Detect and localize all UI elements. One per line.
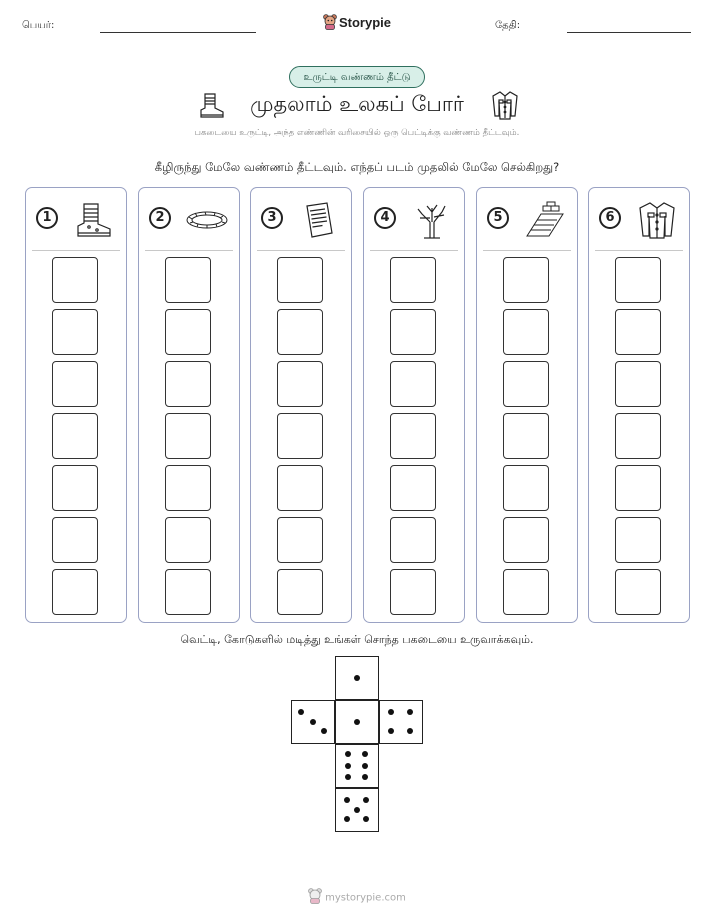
column-divider <box>370 250 458 251</box>
color-box[interactable] <box>390 465 436 511</box>
column-divider <box>145 250 233 251</box>
color-box[interactable] <box>503 569 549 615</box>
column-4 <box>363 187 465 623</box>
color-box[interactable] <box>277 257 323 303</box>
color-box[interactable] <box>390 517 436 563</box>
bare-tree-icon <box>408 200 456 240</box>
column-divider <box>257 250 345 251</box>
column-number: 4 <box>374 207 396 229</box>
page-title: முதலாம் உலகப் போர் <box>250 92 464 116</box>
dice-pip <box>354 719 360 725</box>
dice-face-1 <box>335 656 379 700</box>
dice-pip <box>321 728 327 734</box>
color-box[interactable] <box>52 465 98 511</box>
color-box[interactable] <box>52 413 98 459</box>
dice-face-6 <box>335 744 379 788</box>
color-box[interactable] <box>165 517 211 563</box>
color-box[interactable] <box>165 413 211 459</box>
cut-instruction: வெட்டி, கோடுகளில் மடித்து உங்கள் சொந்த பகடையை உருவாக்கவும். <box>180 633 534 646</box>
column-6 <box>588 187 690 623</box>
date-line[interactable] <box>567 32 691 33</box>
trench-icon <box>521 200 569 240</box>
color-box[interactable] <box>277 517 323 563</box>
boot-icon <box>70 200 118 240</box>
dice-pip <box>362 751 368 757</box>
dice-pip <box>354 675 360 681</box>
color-box[interactable] <box>503 361 549 407</box>
column-1 <box>25 187 127 623</box>
color-box[interactable] <box>165 361 211 407</box>
uniform-jacket-icon <box>489 89 521 121</box>
dice-pip <box>345 763 351 769</box>
coloring-instruction: கீழிருந்து மேலே வண்ணம் தீட்டவும். எந்தப் படம் முதலில் மேலே செல்கிறது? <box>154 160 560 174</box>
letter-icon <box>295 200 343 240</box>
dice-pip <box>363 816 369 822</box>
dice-pip <box>345 751 351 757</box>
uniform-jacket-icon <box>633 200 681 240</box>
dice-pip <box>344 797 350 803</box>
column-divider <box>483 250 571 251</box>
color-box[interactable] <box>277 413 323 459</box>
dice-pip <box>363 797 369 803</box>
color-box[interactable] <box>615 569 661 615</box>
color-box[interactable] <box>52 309 98 355</box>
color-box[interactable] <box>390 309 436 355</box>
dice-pip <box>407 728 413 734</box>
color-box[interactable] <box>165 257 211 303</box>
dice-face-5 <box>335 788 379 832</box>
dice-pip <box>345 774 351 780</box>
color-box[interactable] <box>390 257 436 303</box>
column-number: 3 <box>261 207 283 229</box>
dice-pip <box>298 709 304 715</box>
brand-name: Storypie <box>338 14 391 30</box>
column-divider <box>32 250 120 251</box>
column-number: 5 <box>487 207 509 229</box>
color-box[interactable] <box>503 517 549 563</box>
footer-bear-icon <box>308 888 322 907</box>
footer-url[interactable]: mystorypie.com <box>325 892 406 904</box>
color-box[interactable] <box>503 309 549 355</box>
column-5 <box>476 187 578 623</box>
color-box[interactable] <box>390 413 436 459</box>
color-box[interactable] <box>165 465 211 511</box>
brand-logo <box>0 14 714 33</box>
color-box[interactable] <box>390 569 436 615</box>
dice-pip <box>310 719 316 725</box>
color-box[interactable] <box>615 309 661 355</box>
dice-face-1 <box>335 700 379 744</box>
dice-pip <box>344 816 350 822</box>
dice-face-3 <box>291 700 335 744</box>
footer <box>0 888 714 907</box>
bear-logo-icon <box>323 14 337 33</box>
dice-face-4 <box>379 700 423 744</box>
column-divider <box>595 250 683 251</box>
color-box[interactable] <box>52 257 98 303</box>
dice-pip <box>362 763 368 769</box>
color-box[interactable] <box>390 361 436 407</box>
color-box[interactable] <box>503 257 549 303</box>
date-label: தேதி: <box>495 20 521 31</box>
color-box[interactable] <box>52 569 98 615</box>
color-box[interactable] <box>615 413 661 459</box>
column-number: 6 <box>599 207 621 229</box>
dice-pip <box>362 774 368 780</box>
color-box[interactable] <box>52 361 98 407</box>
page-subtitle: பகடையை உருட்டி, அந்த எண்ணின் வரிசையில் ஒரு பெட்டிக்கு வண்ணம் தீட்டவும். <box>194 128 520 138</box>
dice-pip <box>388 709 394 715</box>
activity-badge: உருட்டி வண்ணம் தீட்டு <box>289 66 425 88</box>
color-box[interactable] <box>277 309 323 355</box>
barbed-wire-icon <box>183 200 231 240</box>
color-box[interactable] <box>277 361 323 407</box>
color-box[interactable] <box>165 309 211 355</box>
color-box[interactable] <box>277 569 323 615</box>
column-2 <box>138 187 240 623</box>
color-box[interactable] <box>503 413 549 459</box>
color-box[interactable] <box>277 465 323 511</box>
dice-pip <box>354 807 360 813</box>
column-number: 1 <box>36 207 58 229</box>
color-box[interactable] <box>615 257 661 303</box>
color-box[interactable] <box>52 517 98 563</box>
dice-pip <box>388 728 394 734</box>
color-box[interactable] <box>503 465 549 511</box>
name-label: பெயர்: <box>22 20 55 31</box>
column-3 <box>250 187 352 623</box>
color-box[interactable] <box>165 569 211 615</box>
column-number: 2 <box>149 207 171 229</box>
color-box[interactable] <box>615 361 661 407</box>
color-box[interactable] <box>615 465 661 511</box>
color-box[interactable] <box>615 517 661 563</box>
dice-pip <box>407 709 413 715</box>
